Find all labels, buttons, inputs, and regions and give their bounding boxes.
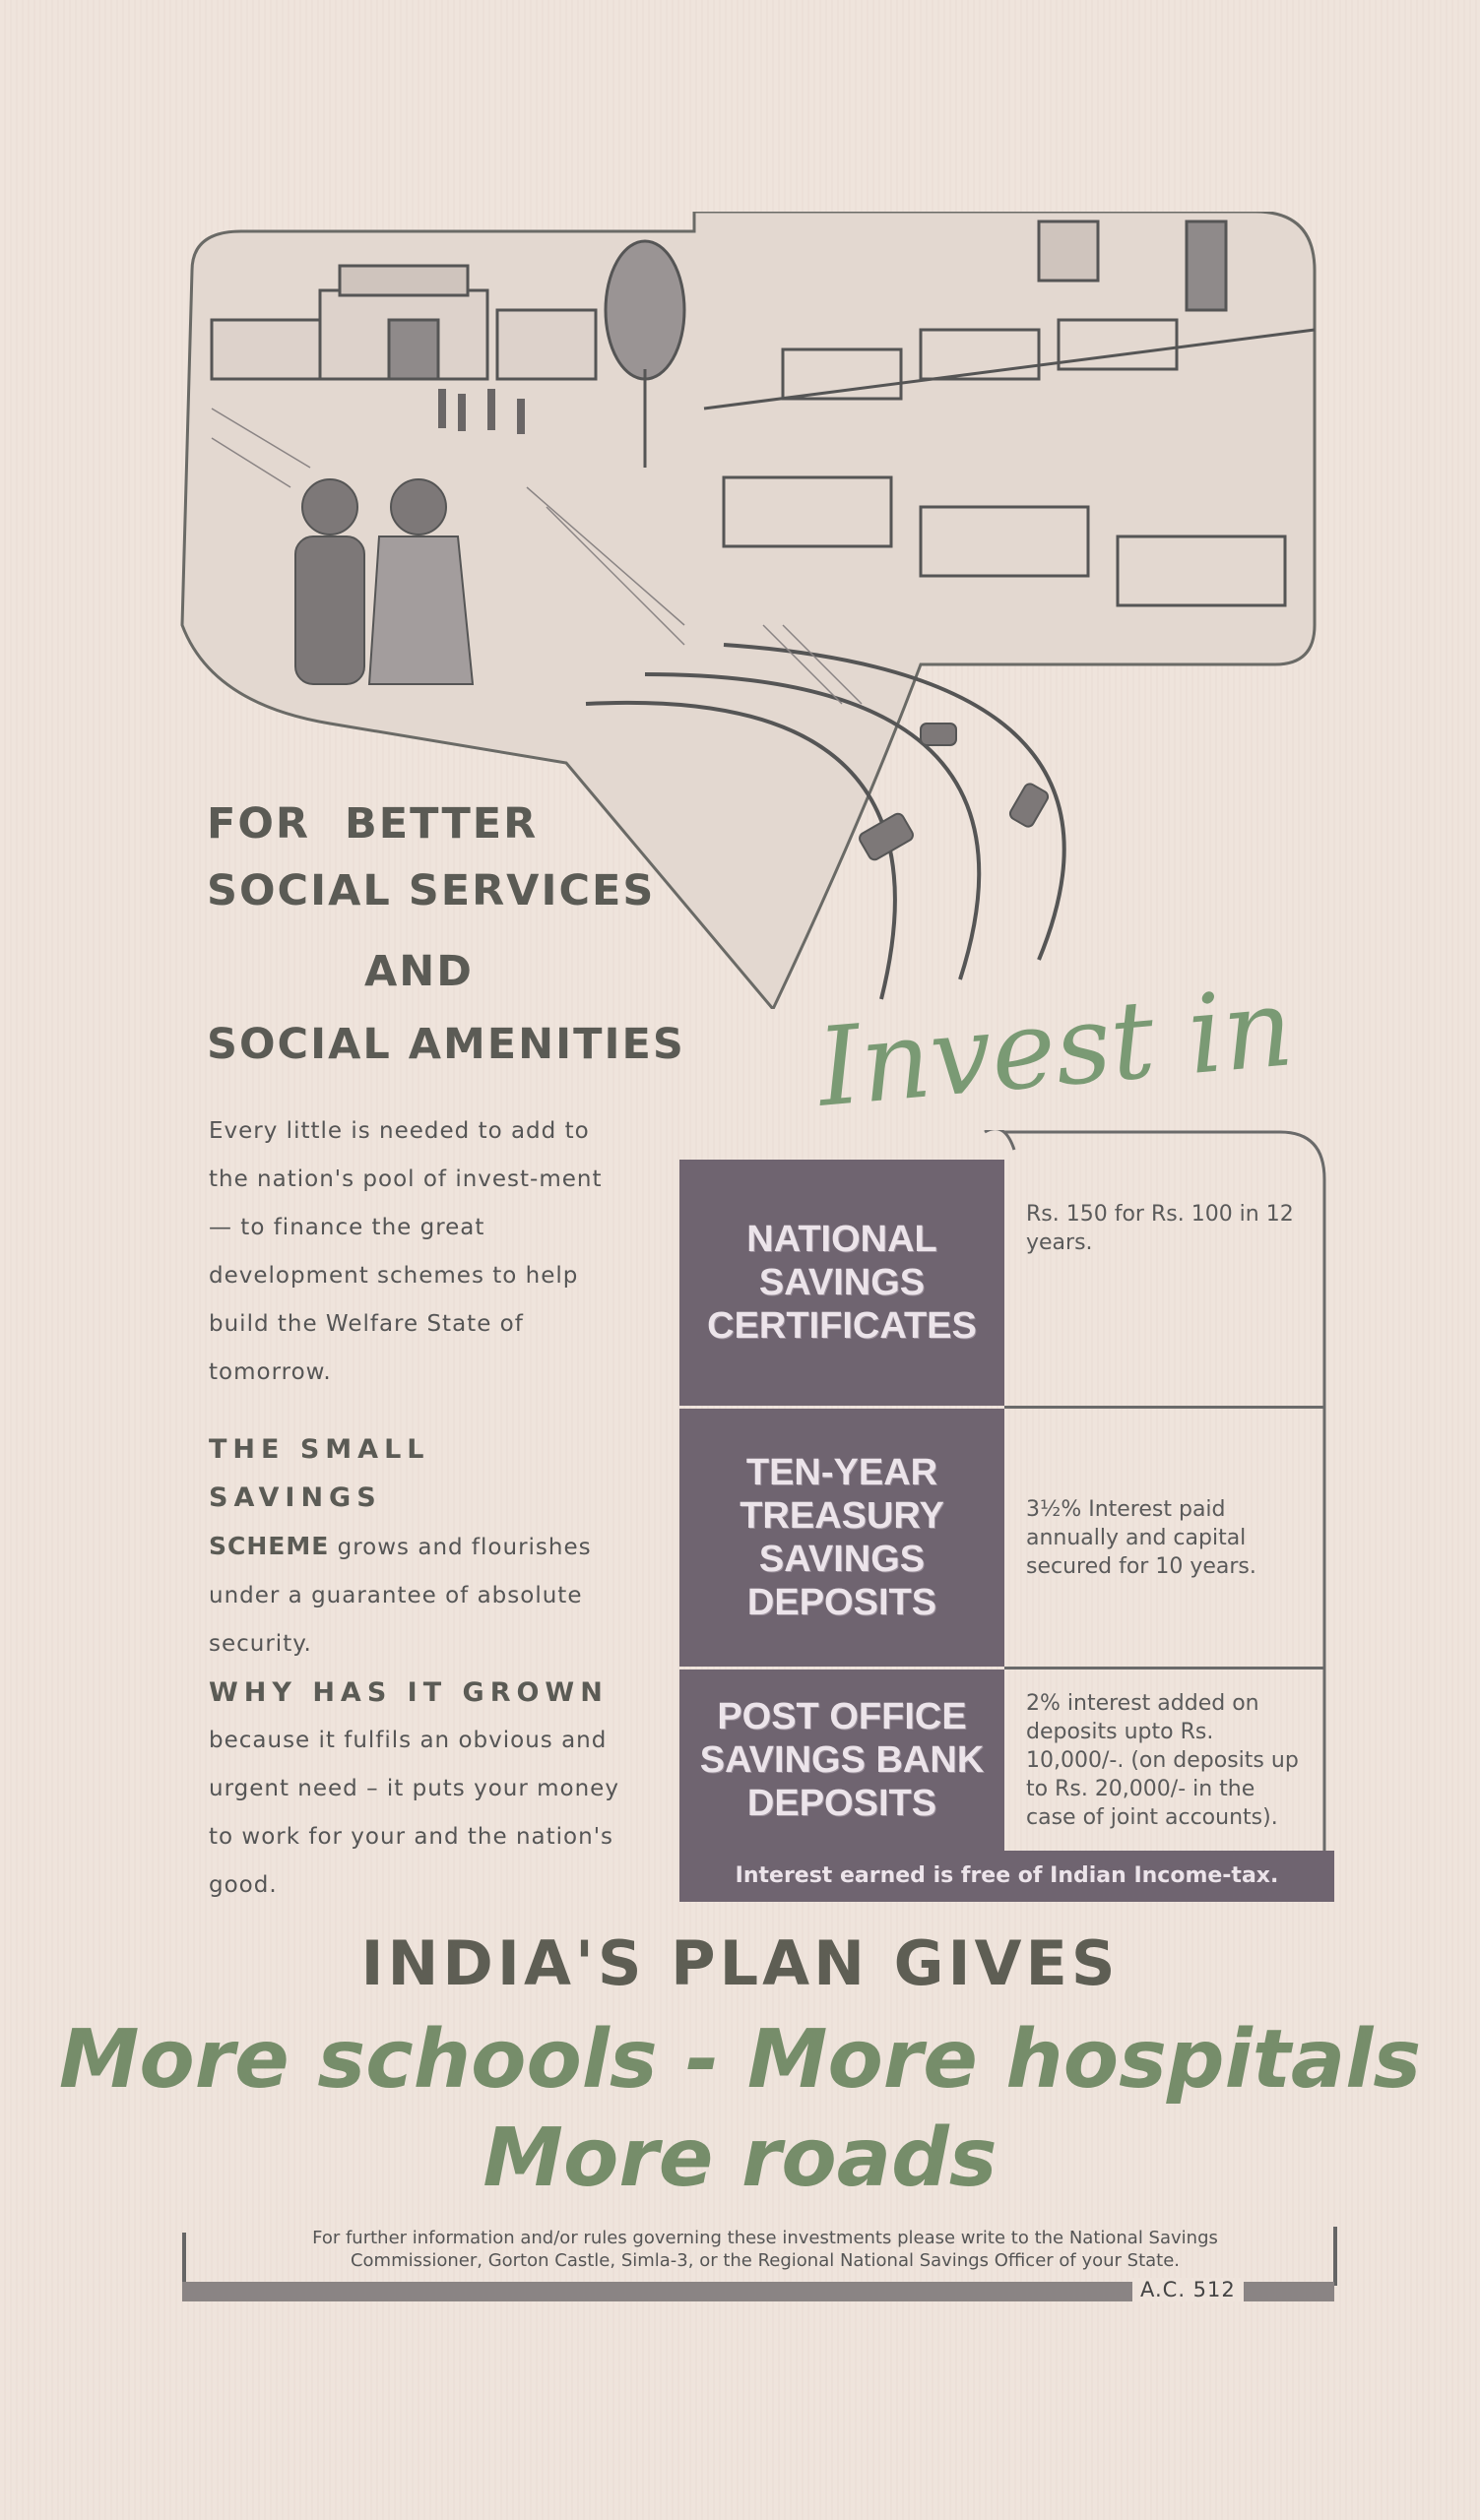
intro-paragraph: Every little is needed to add to the nation's pool of invest-ment — to finance the great development schemes to help build the Welfare State of tomorrow. (209, 1118, 603, 1385)
scheme-name-treasury-deposits (679, 1409, 1004, 1667)
scheme-name-national-savings (679, 1160, 1004, 1406)
scheme-name-line: CERTIFICATES (707, 1305, 977, 1347)
tax-note-bar: Interest earned is free of Indian Income-tax. (679, 1851, 1334, 1902)
scheme-name-line: NATIONAL (746, 1219, 937, 1260)
scheme-name-line: DEPOSITS (746, 1582, 937, 1623)
headline-line-4: SOCIAL AMENITIES (207, 1020, 685, 1069)
tagline-roads: More roads (483, 2111, 997, 2205)
further-information-note (219, 2227, 1312, 2272)
scheme-name-line: SAVINGS (758, 1539, 926, 1580)
tagline-schools-hospitals: More schools - More hospitals (58, 2013, 1422, 2107)
scheme-desc-post-office: 2% interest added on deposits upto Rs. 10,000/-. (on deposits up to Rs. 20,000/- in the case of joint accounts). (1026, 1690, 1299, 1830)
headline-line-1: FOR BETTER (207, 799, 539, 849)
invest-in-script: Invest in (812, 964, 1298, 1131)
scheme-name-line: POST OFFICE (717, 1696, 967, 1737)
headline-line-3: AND (364, 947, 474, 996)
info-line-1: For further information and/or rules governing these investments please write to the National Savings (312, 2228, 1218, 2248)
ad-code: A.C. 512 (1132, 2278, 1244, 2301)
why-grown-heading: WHY HAS IT GROWN (209, 1677, 609, 1708)
scheme-word: SCHEME (209, 1532, 330, 1560)
scheme-name-line: DEPOSITS (746, 1783, 937, 1824)
bracket-right (1333, 2227, 1337, 2286)
why-grown-text: because it fulfils an obvious and urgent need – it puts your money to work for your and the nation's good. (209, 1728, 619, 1898)
scheme-name-post-office (679, 1670, 1004, 1851)
scheme-name-line: TREASURY (740, 1495, 944, 1537)
small-savings-heading: THE SMALL SAVINGS (209, 1434, 430, 1513)
scheme-name-line: SAVINGS (758, 1262, 926, 1303)
scheme-name-line: SAVINGS BANK (699, 1739, 985, 1781)
headline-line-2: SOCIAL SERVICES (207, 866, 656, 915)
savings-schemes-table (679, 1130, 1334, 1908)
info-line-2: Commissioner, Gorton Castle, Simla-3, or the Regional National Savings Officer of your State. (350, 2250, 1181, 2271)
scheme-name-line: TEN-YEAR (745, 1452, 938, 1493)
small-savings-text: grows and flourishes under a guarantee of absolute security. (209, 1535, 592, 1657)
plan-gives-heading: INDIA'S PLAN GIVES (360, 1927, 1120, 1999)
small-savings-paragraph (209, 1425, 612, 1669)
why-grown-paragraph (209, 1669, 622, 1910)
scheme-desc-national-savings: Rs. 150 for Rs. 100 in 12 years. (1026, 1202, 1294, 1255)
scheme-desc-treasury-deposits: 3½% Interest paid annually and capital secured for 10 years. (1026, 1496, 1256, 1579)
